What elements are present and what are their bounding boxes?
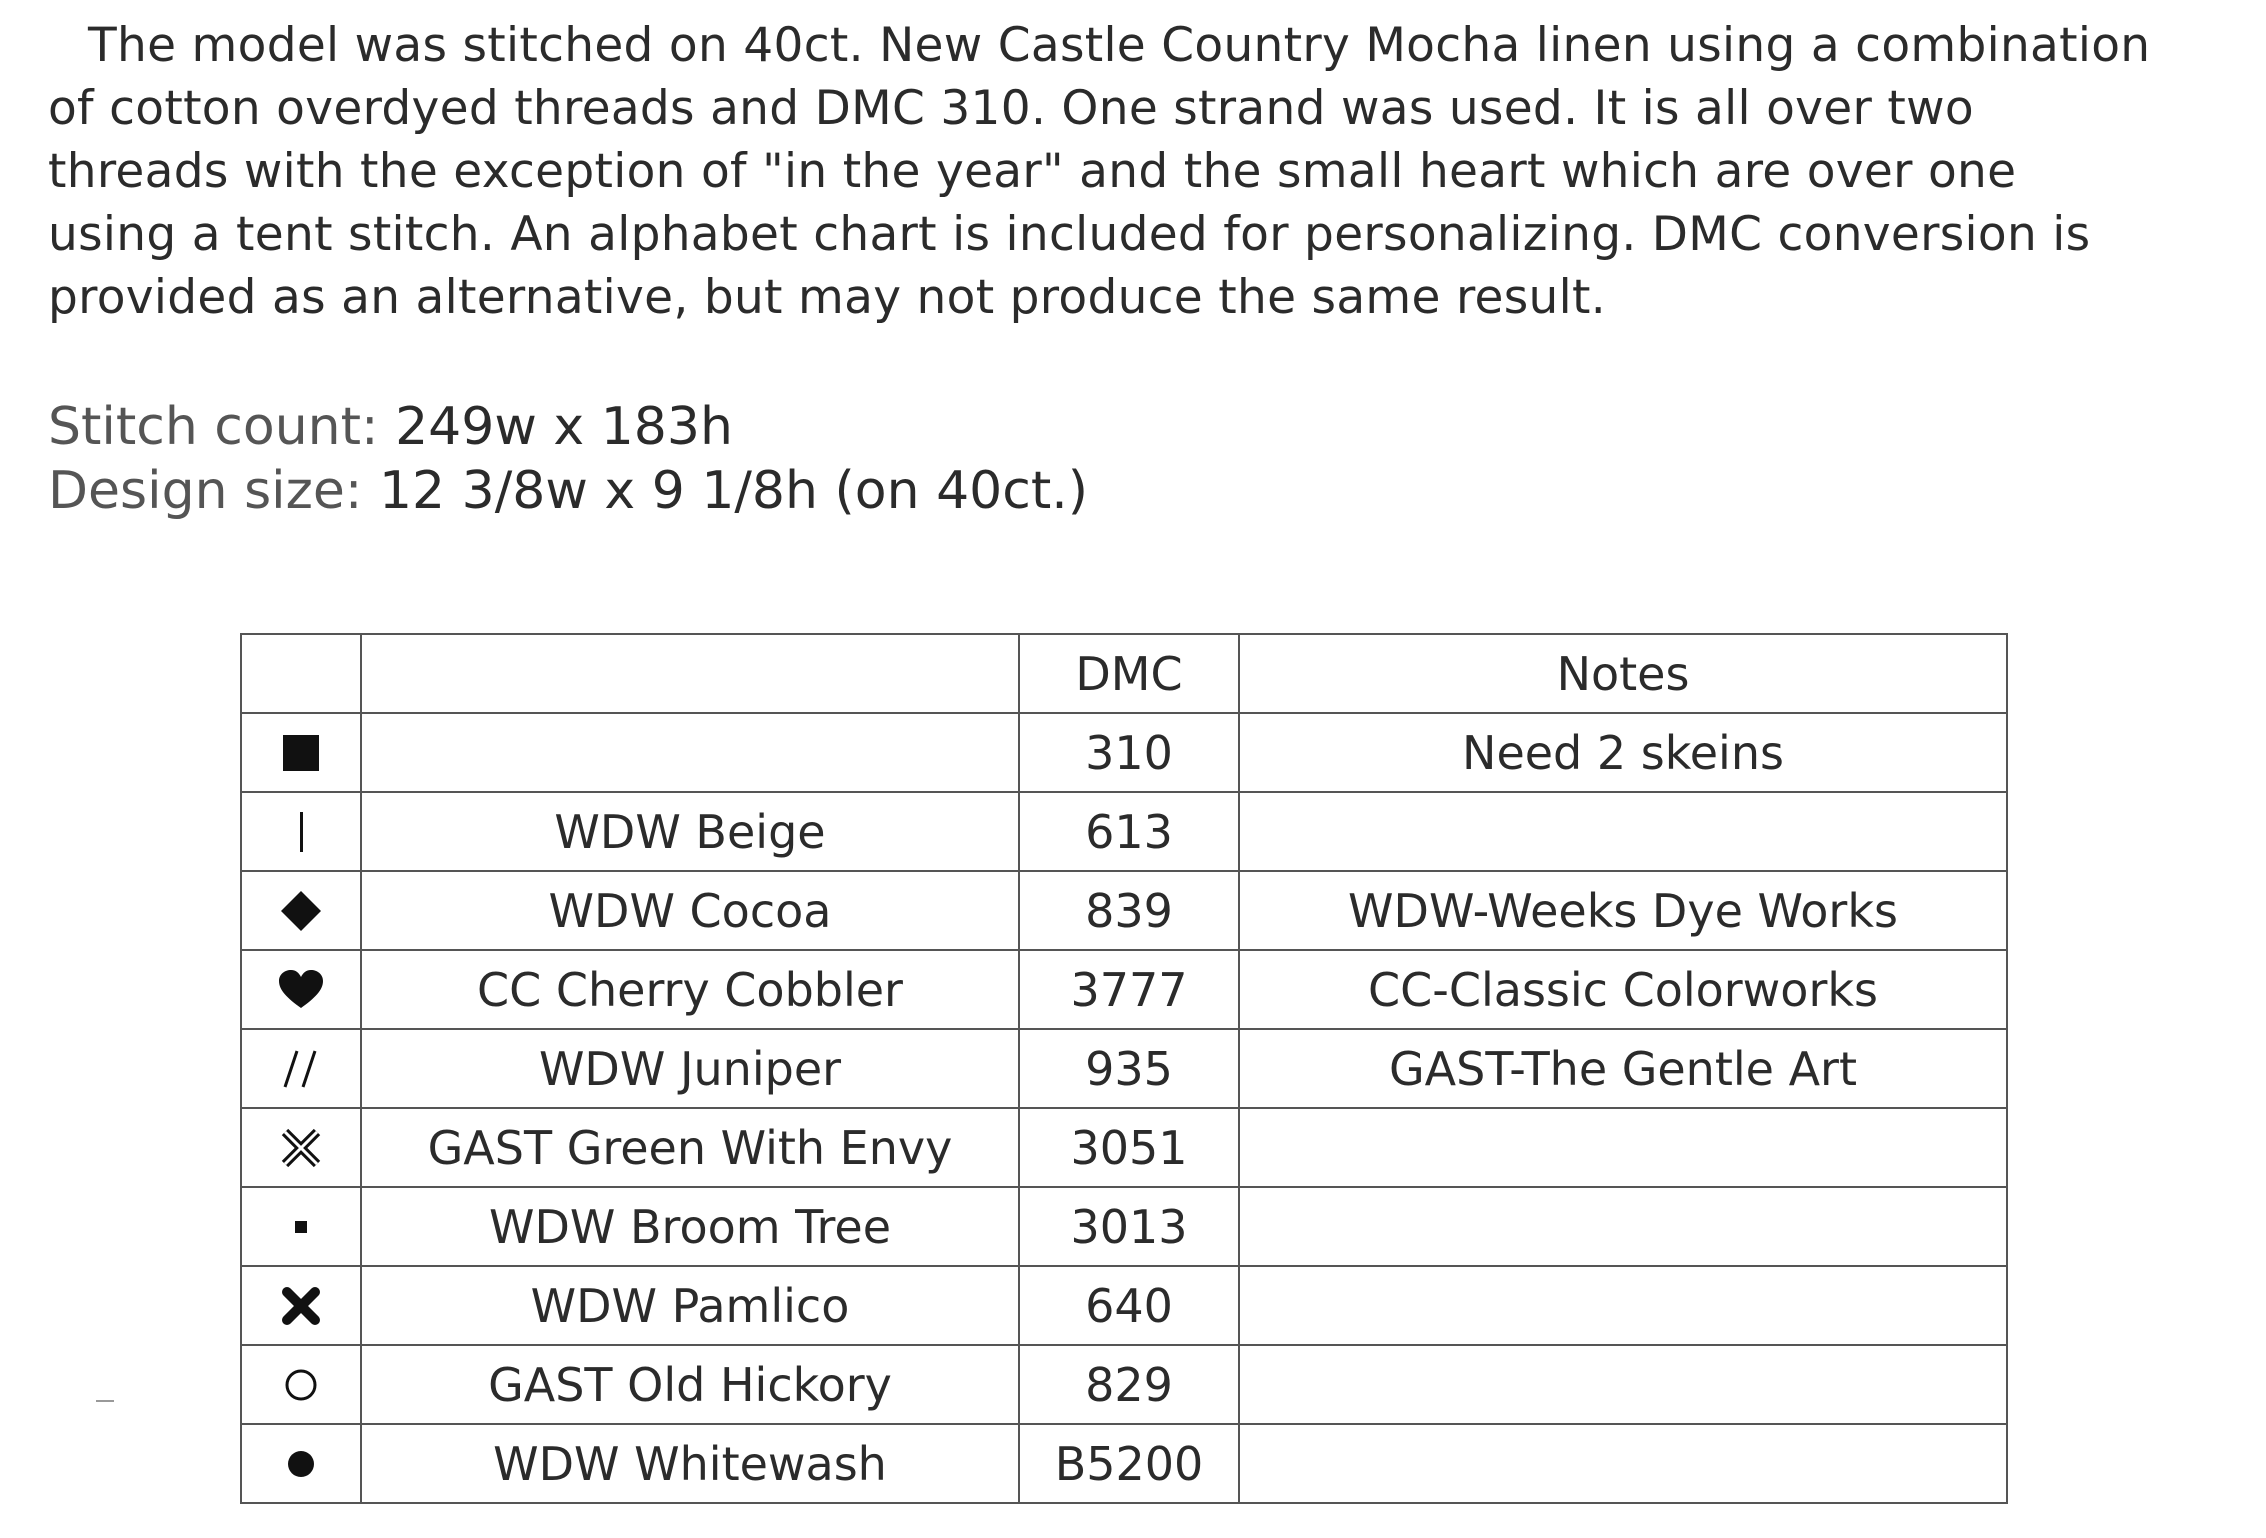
- thread-name: WDW Cocoa: [361, 871, 1019, 950]
- dmc-number: 3013: [1019, 1187, 1239, 1266]
- dmc-number: 839: [1019, 871, 1239, 950]
- table-row: [241, 1345, 2007, 1424]
- stitch-count-row: [48, 395, 1088, 459]
- thread-name: WDW Juniper: [361, 1029, 1019, 1108]
- filled-circle-icon: [286, 1449, 316, 1479]
- design-size-row: [48, 459, 1088, 523]
- table-row: [241, 1108, 2007, 1187]
- thread-name: CC Cherry Cobbler: [361, 950, 1019, 1029]
- row-note: CC-Classic Colorworks: [1239, 950, 2007, 1029]
- row-note: [1239, 1345, 2007, 1424]
- dmc-number: 310: [1019, 713, 1239, 792]
- header-thread: [361, 634, 1019, 713]
- thread-name: WDW Broom Tree: [361, 1187, 1019, 1266]
- bold-x-icon: [281, 1286, 321, 1326]
- open-circle-icon: [284, 1368, 318, 1402]
- row-note: [1239, 792, 2007, 871]
- dmc-number: 3777: [1019, 950, 1239, 1029]
- thread-name: WDW Beige: [361, 792, 1019, 871]
- table-row: [241, 1424, 2007, 1503]
- table-row: [241, 1266, 2007, 1345]
- table-row: [241, 713, 2007, 792]
- design-size-value: 12 3/8w x 9 1/8h (on 40ct.): [378, 461, 1089, 521]
- intro-line: The model was stitched on 40ct. New Castle Country Mocha linen using a combination: [88, 18, 2151, 73]
- row-note: [1239, 1108, 2007, 1187]
- table-row: [241, 1187, 2007, 1266]
- dmc-number: 640: [1019, 1266, 1239, 1345]
- dmc-number: 829: [1019, 1345, 1239, 1424]
- table-row: [241, 792, 2007, 871]
- filled-square-icon: [283, 735, 319, 771]
- outlined-x-icon: [281, 1128, 321, 1168]
- thread-name: WDW Pamlico: [361, 1266, 1019, 1345]
- dmc-number: 3051: [1019, 1108, 1239, 1187]
- table-row: [241, 1029, 2007, 1108]
- design-specs: [48, 395, 1088, 523]
- table-header-row: [241, 634, 2007, 713]
- design-size-label: Design size:: [48, 461, 363, 521]
- intro-line: using a tent stitch. An alphabet chart is included for personalizing. DMC conversion is: [48, 207, 2091, 262]
- vertical-bar-icon: [295, 812, 307, 852]
- margin-mark: [96, 1400, 114, 1402]
- heart-icon: [279, 970, 323, 1010]
- thread-name: WDW Whitewash: [361, 1424, 1019, 1503]
- intro-line: threads with the exception of "in the year" and the small heart which are over one: [48, 144, 2017, 199]
- row-note: Need 2 skeins: [1239, 713, 2007, 792]
- stitch-count-label: Stitch count:: [48, 397, 379, 457]
- dmc-number: B5200: [1019, 1424, 1239, 1503]
- diamond-icon: [281, 891, 321, 931]
- header-symbol: [241, 634, 361, 713]
- small-dot-icon: [295, 1221, 307, 1233]
- row-note: WDW-Weeks Dye Works: [1239, 871, 2007, 950]
- intro-paragraph: [48, 14, 2238, 329]
- dmc-number: 613: [1019, 792, 1239, 871]
- thread-key-table: [240, 633, 2008, 1504]
- row-note: GAST-The Gentle Art: [1239, 1029, 2007, 1108]
- thread-name: [361, 713, 1019, 792]
- row-note: [1239, 1187, 2007, 1266]
- table-row: [241, 871, 2007, 950]
- row-note: [1239, 1266, 2007, 1345]
- double-slash-icon: [281, 1049, 321, 1089]
- row-note: [1239, 1424, 2007, 1503]
- header-dmc: DMC: [1019, 634, 1239, 713]
- intro-line: provided as an alternative, but may not produce the same result.: [48, 270, 1606, 325]
- header-notes: Notes: [1239, 634, 2007, 713]
- thread-name: GAST Green With Envy: [361, 1108, 1019, 1187]
- dmc-number: 935: [1019, 1029, 1239, 1108]
- thread-name: GAST Old Hickory: [361, 1345, 1019, 1424]
- table-row: [241, 950, 2007, 1029]
- intro-line: of cotton overdyed threads and DMC 310. One strand was used. It is all over two: [48, 81, 1974, 136]
- stitch-count-value: 249w x 183h: [395, 397, 733, 457]
